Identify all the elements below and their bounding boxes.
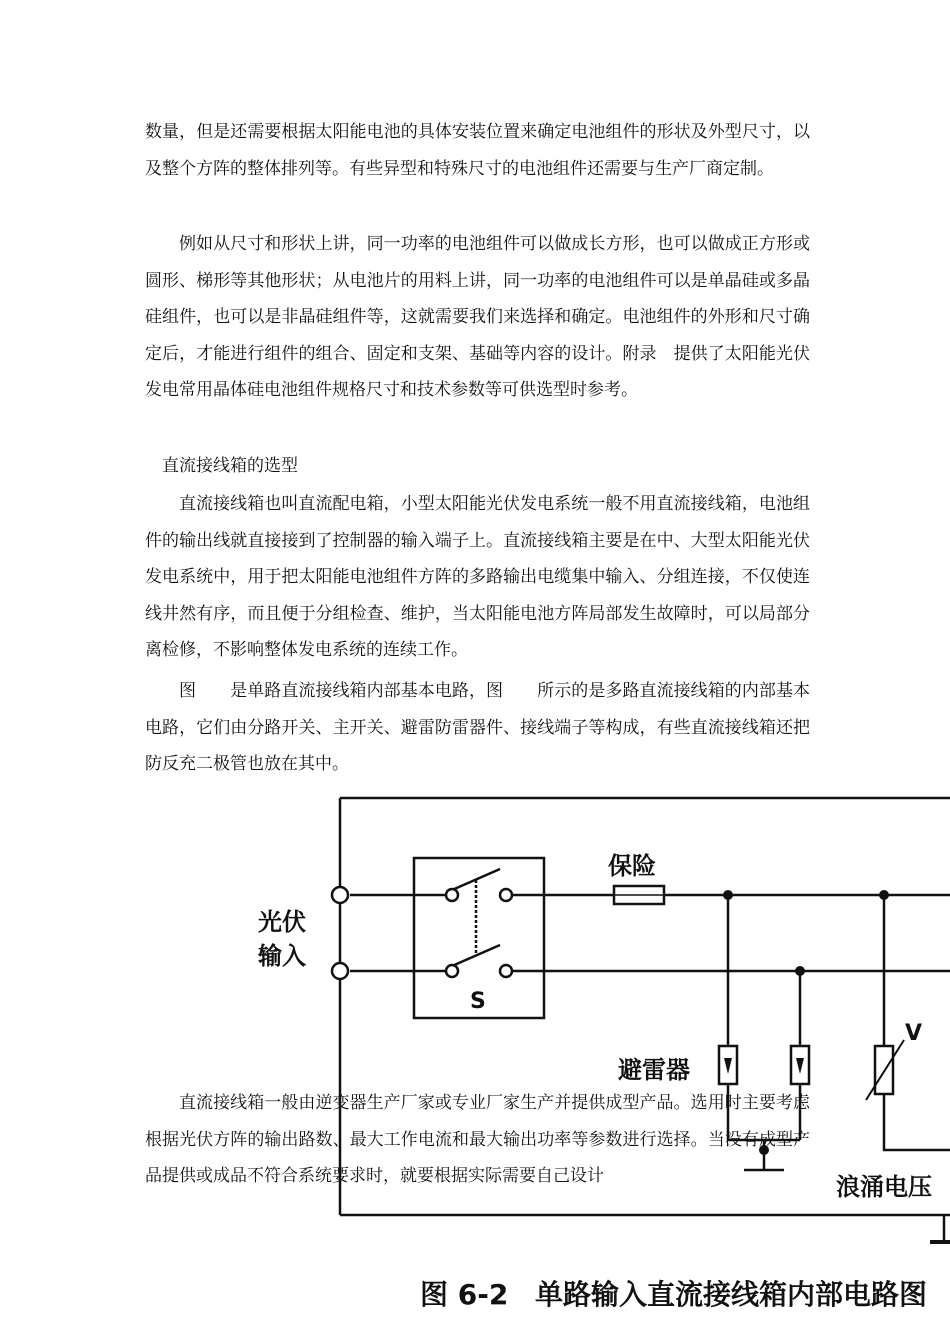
label-surge-voltage: 浪涌电压 — [836, 1173, 932, 1201]
section-heading-dc-combiner-selection: 直流接线箱的选型 — [162, 456, 298, 476]
paragraph-intro-continued: 数量，但是还需要根据太阳能电池的具体安装位置来确定电池组件的形状及外型尺寸，以及整个方阵的整体排列等。有些异型和特殊尺寸的电池组件还需要与生产厂商定制。 — [145, 122, 810, 179]
label-fuse: 保险 — [608, 852, 656, 880]
label-switch-s: S — [470, 989, 486, 1014]
figure-caption-title: 单路输入直流接线箱内部电路图 — [535, 1278, 928, 1311]
paragraph-dc-combiner-description: 直流接线箱也叫直流配电箱，小型太阳能光伏发电系统一般不用直流接线箱，电池组件的输出线就直接接到了控制器的输入端子上。直流接线箱主要是在中、大型太阳能光伏发电系统中，用于把太阳能电池组件方阵的多路输出电缆集中输入、分组连接，不仅使连线井然有序，而且便于分组检查、维护，当太阳能电池方阵局部发生故障时，可以局部分离检修，不影响整体发电系统的连续工作。 — [145, 494, 810, 660]
label-pv-input-line2: 输入 — [258, 942, 306, 970]
label-pv-input-line1: 光伏 — [258, 908, 306, 936]
paragraph-figure-reference: 图 是单路直流接线箱内部基本电路，图 所示的是多路直流接线箱的内部基本电路，它们由分路开关、主开关、避雷防雷器件、接线端子等构成，有些直流接线箱还把防反充二极管也放在其中。 — [145, 681, 810, 774]
label-arrester: 避雷器 — [618, 1056, 690, 1084]
label-varistor-v: V — [905, 1021, 923, 1046]
terminal-input-negative — [332, 963, 348, 979]
paragraph-combiner-product-selection: 直流接线箱一般由逆变器生产厂家或专业厂家生产并提供成型产品。选用时主要考虑根据光伏方阵的输出路数、最大工作电流和最大输出功率等参数进行选择。当没有成型产品提供或成品不符合系统要求时，就要根据实际需要自己设计 — [145, 1093, 810, 1186]
paragraph-shape-example: 例如从尺寸和形状上讲，同一功率的电池组件可以做成长方形，也可以做成正方形或圆形、梯形等其他形状；从电池片的用料上讲，同一功率的电池组件可以是单晶硅或多晶硅组件，也可以是非晶硅组件等，这就需要我们来选择和确定。电池组件的外形和尺寸确定后，才能进行组件的组合、固定和支架、基础等内容的设计。附录 提供了太阳能光伏发电常用晶体硅电池组件规格尺寸和技术参数等可供选型时参考。 — [145, 234, 810, 400]
terminal-input-positive — [332, 887, 348, 903]
figure-caption-number: 图 6-2 — [420, 1278, 509, 1311]
